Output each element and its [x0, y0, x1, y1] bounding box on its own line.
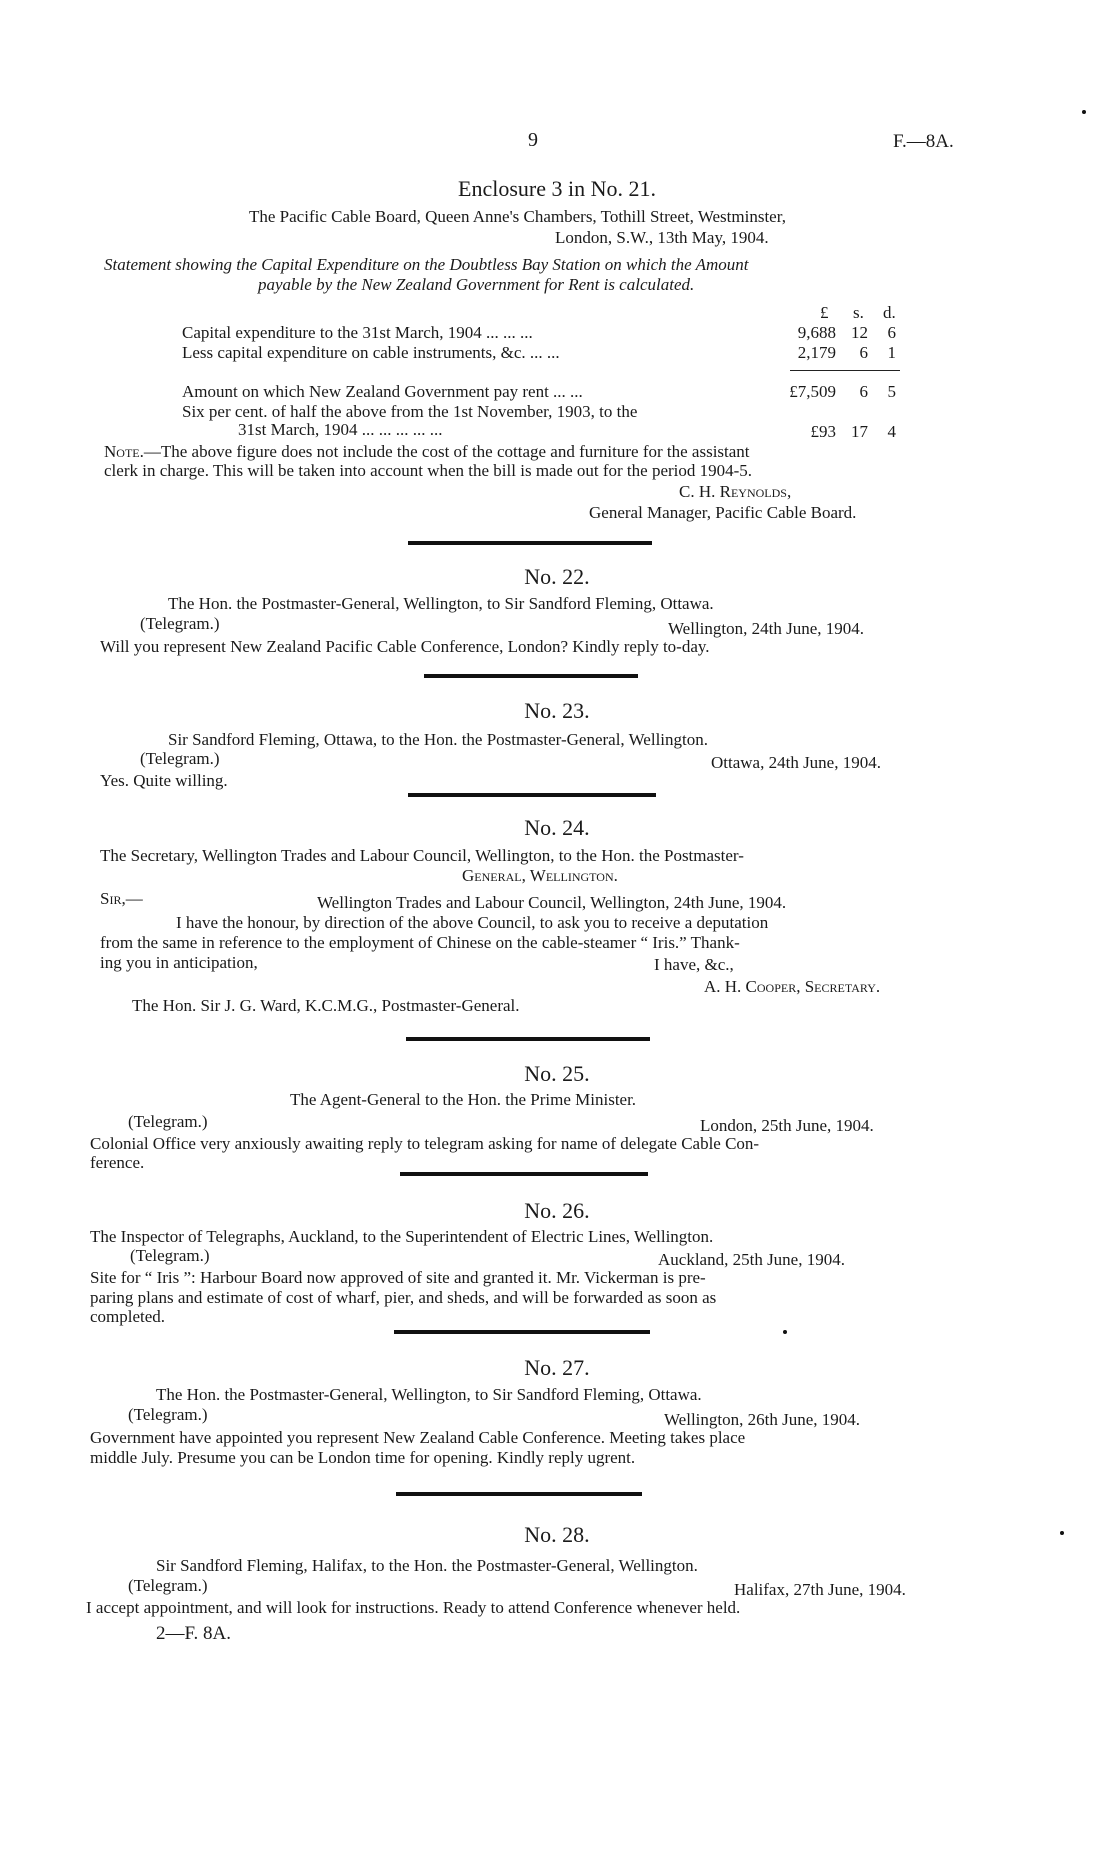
expenditure-row-pounds: 9,688	[797, 323, 836, 342]
section-divider	[396, 1492, 642, 1496]
no24-body2: from the same in reference to the employment of Chinese on the cable-steamer “ Iris.” Thank-	[100, 933, 740, 952]
statement-title-line1: Statement showing the Capital Expenditure on the Doubtless Bay Station on which the Amount	[104, 255, 749, 274]
no28-place-date: Halifax, 27th June, 1904.	[734, 1580, 906, 1599]
no24-body1: I have the honour, by direction of the above Council, to ask you to receive a deputation	[176, 913, 769, 932]
no22-title: No. 22.	[524, 564, 590, 589]
statement-title-line2: payable by the New Zealand Government for Rent is calculated.	[258, 275, 695, 294]
no26-telegram: (Telegram.)	[130, 1246, 210, 1265]
no28-line1: Sir Sandford Fleming, Halifax, to the Hon. the Postmaster-General, Wellington.	[156, 1556, 698, 1575]
no24-closing: I have, &c.,	[654, 955, 734, 974]
expenditure-row-pounds: £7,509	[789, 382, 836, 401]
note-label: Note.	[104, 442, 144, 461]
section-divider	[394, 1330, 650, 1334]
section-divider	[408, 541, 652, 545]
no23-body: Yes. Quite willing.	[100, 771, 228, 790]
no26-body1: Site for “ Iris ”: Harbour Board now approved of site and granted it. Mr. Vickerman is pre-	[90, 1268, 706, 1287]
expenditure-row-label: Capital expenditure to the 31st March, 1904 ... ... ...	[182, 323, 533, 342]
note-line2: clerk in charge. This will be taken into account when the bill is made out for the period 1904-5.	[104, 461, 753, 480]
no26-body2: paring plans and estimate of cost of wharf, pier, and sheds, and will be forwarded as soon as	[90, 1288, 717, 1307]
enclosure-from-line1: The Pacific Cable Board, Queen Anne's Chambers, Tothill Street, Westminster,	[249, 207, 786, 226]
expenditure-row-pounds: 2,179	[797, 343, 836, 362]
no28-title: No. 28.	[524, 1522, 590, 1547]
no24-body3: ing you in anticipation,	[100, 953, 258, 972]
rent-amount-shillings: 17	[851, 422, 868, 441]
enclosure-signatory-title: General Manager, Pacific Cable Board.	[589, 503, 857, 522]
no28-body: I accept appointment, and will look for instructions. Ready to attend Conference whenever held.	[86, 1598, 741, 1617]
column-pounds: £	[820, 303, 829, 322]
expenditure-row-shillings: 6	[859, 343, 868, 362]
signature-mark: 2—F. 8A.	[156, 1623, 232, 1644]
no22-telegram: (Telegram.)	[140, 614, 220, 633]
no27-title: No. 27.	[524, 1355, 590, 1380]
section-divider	[408, 793, 656, 797]
rent-calculation-line1: Six per cent. of half the above from the 1st November, 1903, to the	[182, 402, 638, 421]
no24-signatory-text: A. H. Cooper, Secretary.	[704, 977, 881, 996]
column-pence: d.	[883, 303, 896, 322]
no22-place-date: Wellington, 24th June, 1904.	[668, 619, 865, 638]
rent-amount-pence: 4	[887, 422, 896, 441]
section-divider	[406, 1037, 650, 1041]
page-number: 9	[528, 129, 538, 151]
no27-body1: Government have appointed you represent New Zealand Cable Conference. Meeting takes place	[90, 1428, 746, 1447]
rent-calculation-line2: 31st March, 1904 ... ... ... ... ...	[238, 420, 443, 439]
expenditure-row-pence: 5	[887, 382, 896, 401]
no25-body2: ference.	[90, 1153, 145, 1172]
no24-place-date: Wellington Trades and Labour Council, Wellington, 24th June, 1904.	[317, 893, 787, 912]
no24-salutation: Sir,—	[100, 889, 143, 908]
no25-title: No. 25.	[524, 1061, 590, 1086]
expenditure-row-label: Amount on which New Zealand Government pay rent ... ...	[182, 382, 583, 401]
enclosure-signatory: C. H. Reynolds,	[679, 482, 792, 501]
no27-line1: The Hon. the Postmaster-General, Wellington, to Sir Sandford Fleming, Ottawa.	[156, 1385, 702, 1404]
no23-place-date: Ottawa, 24th June, 1904.	[711, 753, 881, 772]
document-reference: F.—8A.	[893, 131, 954, 152]
ink-speck	[783, 1330, 787, 1334]
no24-title: No. 24.	[524, 815, 590, 840]
note-line1	[104, 442, 750, 462]
section-divider	[400, 1172, 648, 1176]
expenditure-row-label: Less capital expenditure on cable instruments, &c. ... ...	[182, 343, 560, 362]
no27-body2: middle July. Presume you can be London time for opening. Kindly reply ugrent.	[90, 1448, 636, 1467]
no26-line1: The Inspector of Telegraphs, Auckland, to the Superintendent of Electric Lines, Wellington.	[90, 1227, 714, 1246]
ink-speck	[1082, 110, 1086, 114]
no25-telegram: (Telegram.)	[128, 1112, 208, 1131]
no23-title: No. 23.	[524, 698, 590, 723]
no22-body: Will you represent New Zealand Pacific Cable Conference, London? Kindly reply to-day.	[100, 637, 710, 656]
no27-telegram: (Telegram.)	[128, 1405, 208, 1424]
expenditure-row-shillings: 6	[859, 382, 868, 401]
column-shillings: s.	[853, 303, 864, 322]
no24-line1: The Secretary, Wellington Trades and Labour Council, Wellington, to the Hon. the Postmaster-	[100, 846, 744, 865]
no24-line2: General, Wellington.	[462, 866, 618, 885]
expenditure-row-pence: 6	[887, 323, 896, 342]
expenditure-row-shillings: 12	[851, 323, 868, 342]
enclosure-title: Enclosure 3 in No. 21.	[458, 176, 656, 201]
rent-amount-pounds: £93	[810, 422, 836, 441]
no25-place-date: London, 25th June, 1904.	[700, 1116, 874, 1135]
no22-line1: The Hon. the Postmaster-General, Wellington, to Sir Sandford Fleming, Ottawa.	[168, 594, 714, 613]
no23-telegram: (Telegram.)	[140, 749, 220, 768]
no23-line1: Sir Sandford Fleming, Ottawa, to the Hon. the Postmaster-General, Wellington.	[168, 730, 708, 749]
note-text: —The above figure does not include the cost of the cottage and furniture for the assistant	[143, 442, 750, 461]
no25-line1: The Agent-General to the Hon. the Prime Minister.	[290, 1090, 637, 1109]
sum-rule	[790, 370, 900, 371]
section-divider	[424, 674, 638, 678]
no25-body1: Colonial Office very anxiously awaiting reply to telegram asking for name of delegate Cable Con-	[90, 1134, 760, 1153]
ink-speck	[1060, 1531, 1064, 1535]
no24-signatory	[704, 977, 880, 997]
enclosure-from-line2: London, S.W., 13th May, 1904.	[555, 228, 769, 247]
expenditure-row-pence: 1	[887, 343, 896, 362]
no26-title: No. 26.	[524, 1198, 590, 1223]
no26-body3: completed.	[90, 1307, 166, 1326]
no26-place-date: Auckland, 25th June, 1904.	[658, 1250, 845, 1269]
no28-telegram: (Telegram.)	[128, 1576, 208, 1595]
no24-addressee: The Hon. Sir J. G. Ward, K.C.M.G., Postmaster-General.	[132, 996, 520, 1015]
no27-place-date: Wellington, 26th June, 1904.	[664, 1410, 861, 1429]
